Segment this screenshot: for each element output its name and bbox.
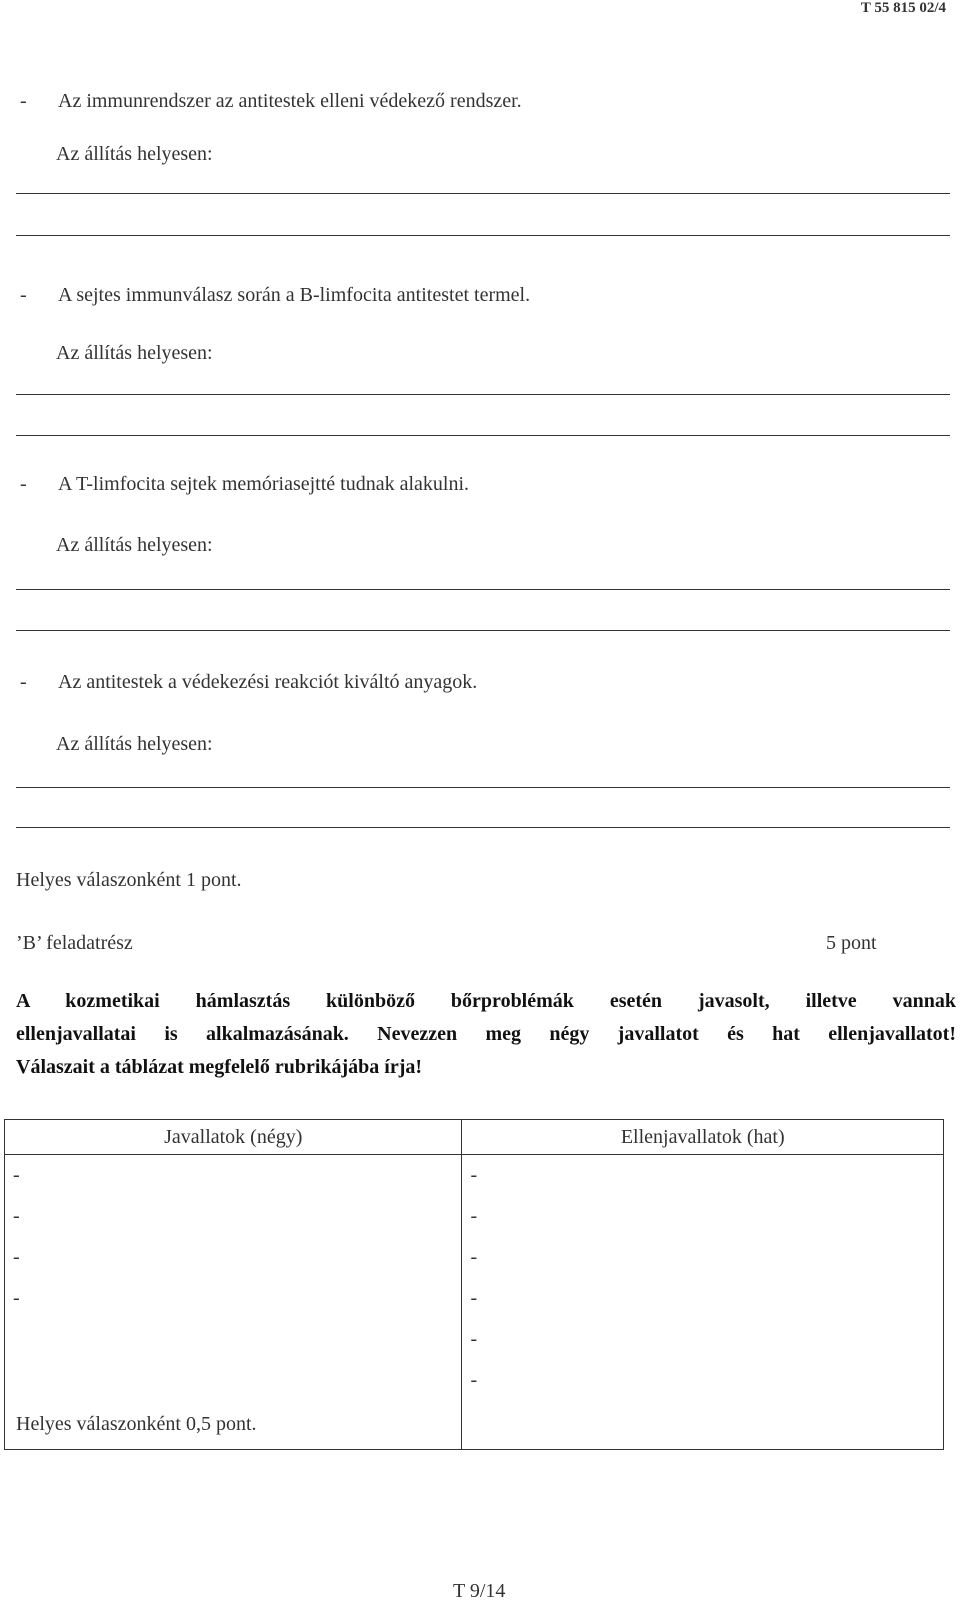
statement-2 — [20, 284, 530, 307]
contraindications-cell[interactable] — [462, 1155, 944, 1450]
statement-dash: - — [20, 284, 27, 306]
correct-statement-prompt: Az állítás helyesen: — [56, 534, 213, 556]
task-line: ellenjavallatai is alkalmazásának. Nevezzen meg négy javallatot és hat ellenjavallatot! — [16, 1023, 956, 1045]
task-line: Válaszait a táblázat megfelelő rubrikájába írja! — [16, 1056, 423, 1078]
answer-line[interactable] — [16, 394, 950, 395]
score-note-a: Helyes válaszonként 1 pont. — [16, 869, 242, 891]
indications-cell[interactable] — [5, 1155, 462, 1450]
task-instructions — [16, 985, 956, 1084]
statement-dash: - — [20, 671, 27, 693]
answer-line[interactable] — [16, 193, 950, 194]
indications-list — [5, 1155, 461, 1319]
list-item: - — [13, 1246, 20, 1268]
indications-header: Javallatok (négy) — [5, 1120, 462, 1155]
statement-text: A sejtes immunválasz során a B-limfocita antitestet termel. — [58, 284, 531, 306]
list-item: - — [470, 1205, 478, 1227]
contraindications-header: Ellenjavallatok (hat) — [462, 1120, 944, 1155]
statement-3 — [20, 473, 469, 496]
answer-line[interactable] — [16, 630, 950, 631]
correct-statement-prompt: Az állítás helyesen: — [56, 143, 213, 165]
answer-line[interactable] — [16, 235, 950, 236]
list-item: - — [13, 1205, 20, 1227]
list-item: - — [13, 1164, 20, 1186]
answer-line[interactable] — [16, 827, 950, 828]
statement-4 — [20, 671, 477, 694]
list-item: - — [470, 1164, 478, 1186]
statement-dash: - — [20, 90, 27, 112]
list-item: - — [470, 1246, 478, 1268]
list-item: - — [13, 1287, 20, 1309]
document-code: T 55 815 02/4 — [860, 0, 946, 16]
answer-line[interactable] — [16, 787, 950, 788]
statement-text: Az antitestek a védekezési reakciót kiváltó anyagok. — [58, 671, 478, 693]
list-item: - — [470, 1328, 478, 1350]
page-number: T 9/14 — [453, 1580, 506, 1602]
correct-statement-prompt: Az állítás helyesen: — [56, 733, 213, 755]
statement-1 — [20, 90, 522, 113]
statement-dash: - — [20, 473, 27, 495]
statement-text: A T-limfocita sejtek memóriasejtté tudnak alakulni. — [58, 473, 470, 495]
correct-statement-prompt: Az állítás helyesen: — [56, 342, 213, 364]
list-item: - — [470, 1369, 478, 1391]
section-b-title: ’B’ feladatrész — [16, 932, 133, 954]
answer-line[interactable] — [16, 589, 950, 590]
section-b-points: 5 pont — [826, 932, 877, 954]
list-item: - — [470, 1287, 478, 1309]
task-line: A kozmetikai hámlasztás különböző bőrproblémák esetén javasolt, illetve vannak — [16, 990, 956, 1012]
contraindications-list — [462, 1155, 943, 1401]
score-note-b: Helyes válaszonként 0,5 pont. — [16, 1413, 257, 1435]
answer-table — [4, 1119, 944, 1450]
statement-text: Az immunrendszer az antitestek elleni védekező rendszer. — [58, 90, 522, 112]
answer-line[interactable] — [16, 435, 950, 436]
